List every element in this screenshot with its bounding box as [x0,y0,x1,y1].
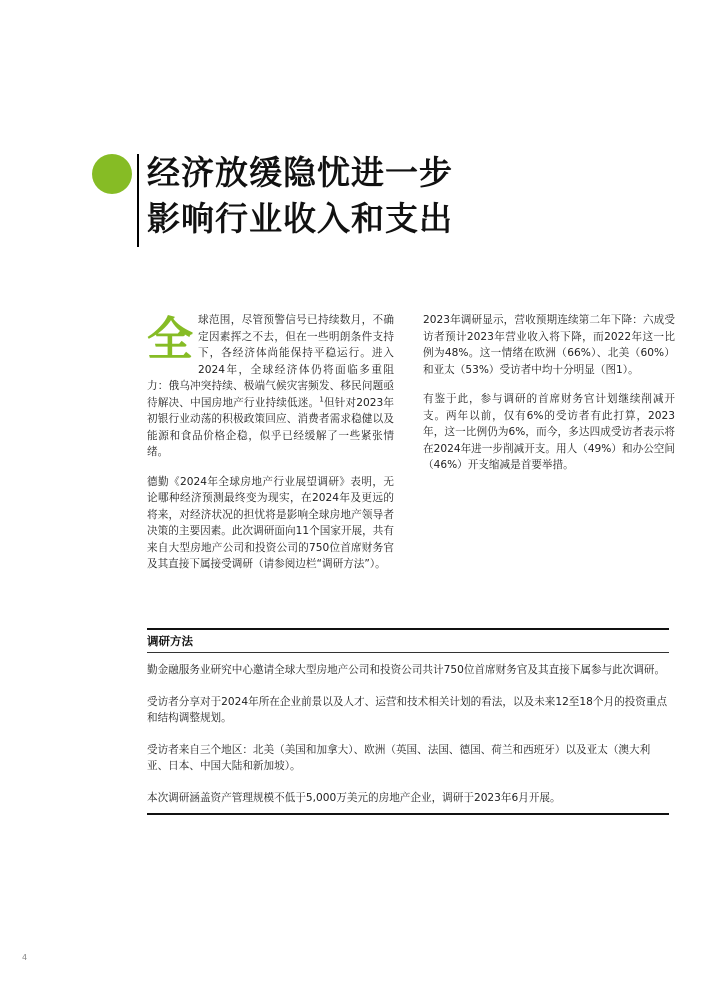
methodology-paragraph: 受访者分享对于2024年所在企业前景以及人才、运营和技术相关计划的看法，以及未来12至18个月的投资重点和结构调整规划。 [147,695,668,724]
methodology-paragraph: 勤金融服务业研究中心邀请全球大型房地产公司和投资公司共计750位首席财务官及其直接下属参与此次调研。 [147,664,666,676]
page-number: 4 [22,953,28,962]
intro-text-tail: 但针对2023年初银行业动荡的积极政策回应、消费者需求稳健以及能源和食品价格企稳，似乎已经缓解了一些紧张情绪。 [147,396,394,458]
page-title-line-1: 经济放缓隐忧进一步 [147,153,453,192]
left-column [147,312,394,586]
methodology-sidebar [147,628,669,815]
intro-text: 球范围，尽管预警信号已持续数月，不确定因素挥之不去，但在一些明朗条件支持下，各经济体尚能保持平稳运行。进入2024年，全球经济体仍将面临多重阻力：俄乌冲突持续、极端气候灾害频发、移民问题亟待解决、中国房地产行业持续低迷。 [147,314,394,409]
footnote-ref[interactable]: 1 [319,394,324,403]
survey-paragraph: 德勤《2024年全球房地产行业展望调研》表明，无论哪种经济预测最终变为现实，在2024年及更远的将来，对经济状况的担忧将是影响全球房地产领导者决策的主要因素。此次调研面向11个国家开展，共有来自大型房地产公司和投资公司的750位首席财务官及其直接下属接受调研（请参阅边栏“调研方法”）。 [147,475,394,570]
methodology-bottom-rule [147,813,669,815]
methodology-heading: 调研方法 [147,634,193,648]
revenue-paragraph: 2023年调研显示，营收预期连续第二年下降：六成受访者预计2023年营业收入将下降，而2022年这一比例为48%。这一情绪在欧洲（66%）、北美（60%）和亚太（53%）受访者中均十分明显（图1）。 [423,314,675,376]
methodology-body [147,653,669,806]
methodology-paragraph: 受访者来自三个地区：北美（美国和加拿大）、欧洲（英国、法国、德国、荷兰和西班牙）以及亚太（澳大利亚、日本、中国大陆和新加坡）。 [147,743,651,772]
green-dot-icon [92,154,132,194]
intro-paragraph [147,312,394,461]
page-title [147,150,453,242]
drop-cap: 全 [147,312,193,366]
title-divider [137,154,139,247]
methodology-paragraph: 本次调研涵盖资产管理规模不低于5,000万美元的房地产企业，调研于2023年6月开展。 [147,791,561,804]
spending-paragraph: 有鉴于此，参与调研的首席财务官计划继续削减开支。两年以前，仅有6%的受访者有此打算，2023年，这一比例仍为6%，而今，多达四成受访者表示将在2024年进一步削减开支。用人（49%）和办公空间（46%）开支缩减是首要举措。 [423,393,675,471]
right-column [423,312,675,487]
page-title-line-2: 影响行业收入和支出 [147,199,453,238]
